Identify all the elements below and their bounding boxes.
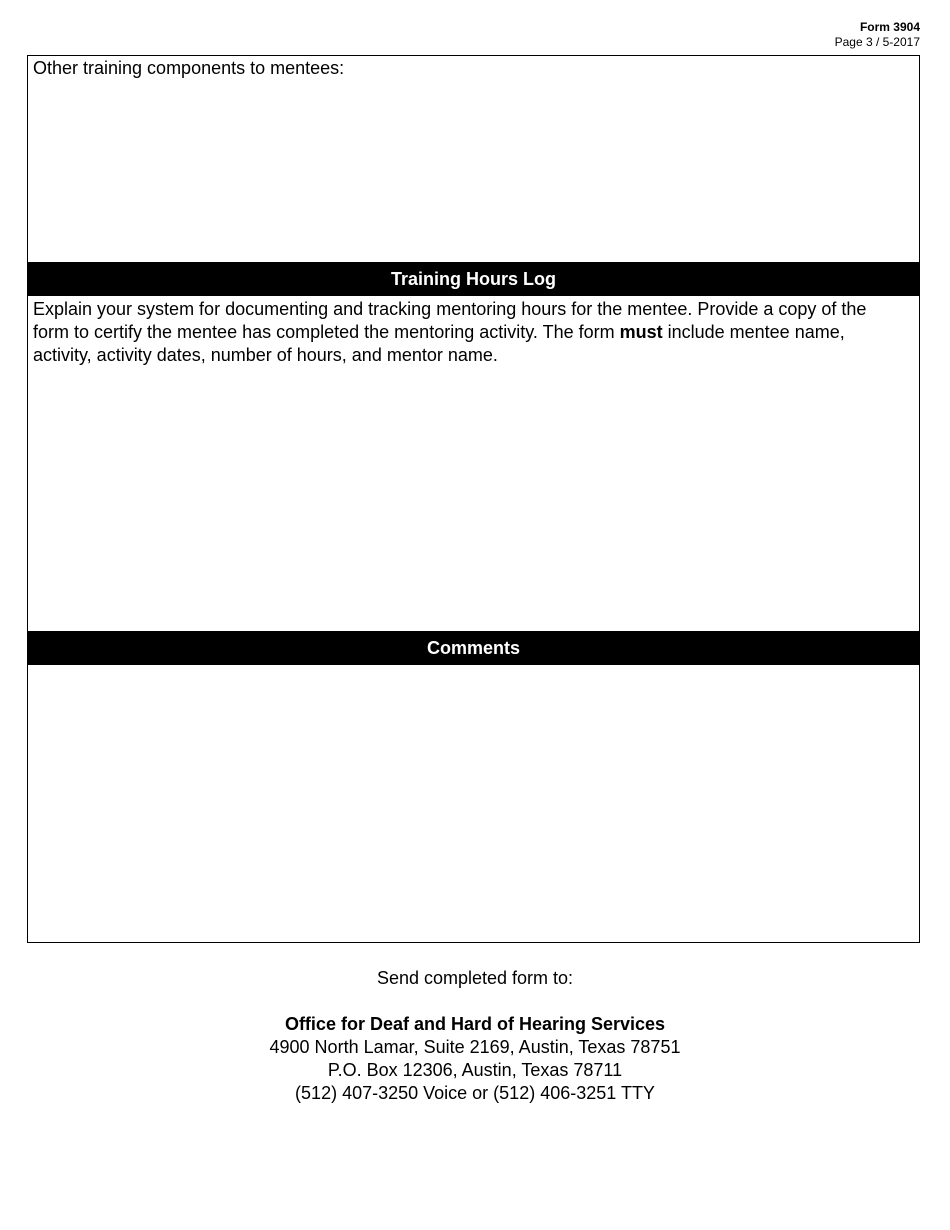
footer xyxy=(0,967,950,1105)
comments-header: Comments xyxy=(28,631,919,665)
instructions-text-1: Explain your system for documenting and tracking mentoring hours for the mentee. Provide a copy of the form to certify the mentee has completed the mentoring activity. The form xyxy=(33,299,867,342)
training-hours-field[interactable] xyxy=(29,368,918,630)
instructions-text-2: include mentee name, activity, activity dates, number of hours, and mentor name. xyxy=(33,322,845,365)
form-number: Form 3904 xyxy=(859,20,920,34)
training-hours-instructions xyxy=(33,298,899,367)
organization-name: Office for Deaf and Hard of Hearing Services xyxy=(284,1014,666,1034)
po-box-address: P.O. Box 12306, Austin, Texas 78711 xyxy=(327,1060,623,1080)
other-training-label: Other training components to mentees: xyxy=(33,58,345,78)
street-address: 4900 North Lamar, Suite 2169, Austin, Texas 78751 xyxy=(269,1037,681,1057)
training-hours-log-header: Training Hours Log xyxy=(28,262,919,296)
phone-numbers: (512) 407-3250 Voice or (512) 406-3251 TTY xyxy=(295,1083,655,1103)
other-training-field[interactable] xyxy=(29,82,918,262)
page-info: Page 3 / 5-2017 xyxy=(834,35,920,49)
form-header xyxy=(835,20,920,50)
instructions-emphasis: must xyxy=(619,322,663,342)
comments-field[interactable] xyxy=(29,666,918,942)
form-box xyxy=(27,55,920,943)
send-to-label: Send completed form to: xyxy=(376,968,574,988)
